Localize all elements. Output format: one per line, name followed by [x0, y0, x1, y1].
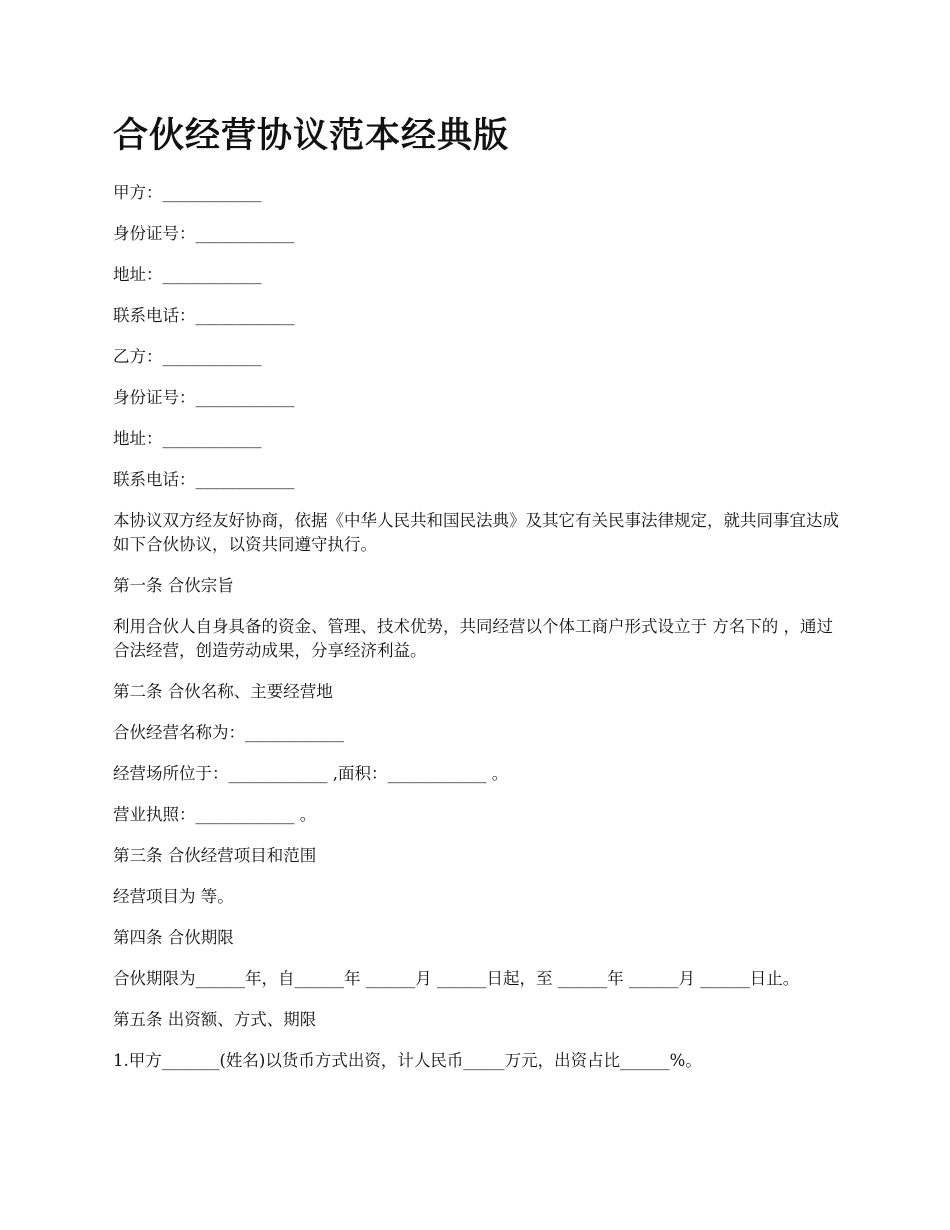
party-a-address: 地址：____________ [113, 265, 262, 284]
article-1-body: 利用合伙人自身具备的资金、管理、技术优势，共同经营以个体工商户形式设立于 方名下的 ，通过合法经营，创造劳动成果，分享经济利益。 [113, 617, 833, 660]
party-a-phone: 联系电话：____________ [113, 306, 295, 325]
partnership-name-line: 合伙经营名称为：____________ [113, 723, 344, 742]
business-location-line: 经营场所位于：____________ ,面积：____________ 。 [113, 764, 509, 783]
party-a-name: 甲方：____________ [113, 183, 262, 202]
party-a-contribution-line: 1.甲方_______(姓名)以货币方式出资，计人民币_____万元，出资占比______%。 [113, 1051, 702, 1070]
partnership-term-line: 合伙期限为______年，自______年 ______月 ______日起，至 ______年 ______月 ______日止。 [113, 969, 800, 988]
document-page [113, 112, 843, 1090]
article-2-heading: 第二条 合伙名称、主要经营地 [113, 682, 333, 701]
article-4-heading: 第四条 合伙期限 [113, 928, 234, 947]
document-title: 合伙经营协议范本经典版 [113, 116, 510, 156]
article-5-heading: 第五条 出资额、方式、期限 [113, 1010, 317, 1029]
party-a-id-number: 身份证号：____________ [113, 224, 295, 243]
article-1-heading: 第一条 合伙宗旨 [113, 576, 234, 595]
business-items-line: 经营项目为 等。 [113, 887, 234, 906]
party-b-name: 乙方：____________ [113, 347, 262, 366]
article-3-heading: 第三条 合伙经营项目和范围 [113, 846, 317, 865]
party-b-id-number: 身份证号：____________ [113, 388, 295, 407]
party-b-phone: 联系电话：____________ [113, 470, 295, 489]
party-b-address: 地址：____________ [113, 429, 262, 448]
preamble-paragraph: 本协议双方经友好协商，依据《中华人民共和国民法典》及其它有关民事法律规定，就共同事宜达成如下合伙协议，以资共同遵守执行。 [113, 511, 839, 554]
business-license-line: 营业执照：____________ 。 [113, 805, 317, 824]
